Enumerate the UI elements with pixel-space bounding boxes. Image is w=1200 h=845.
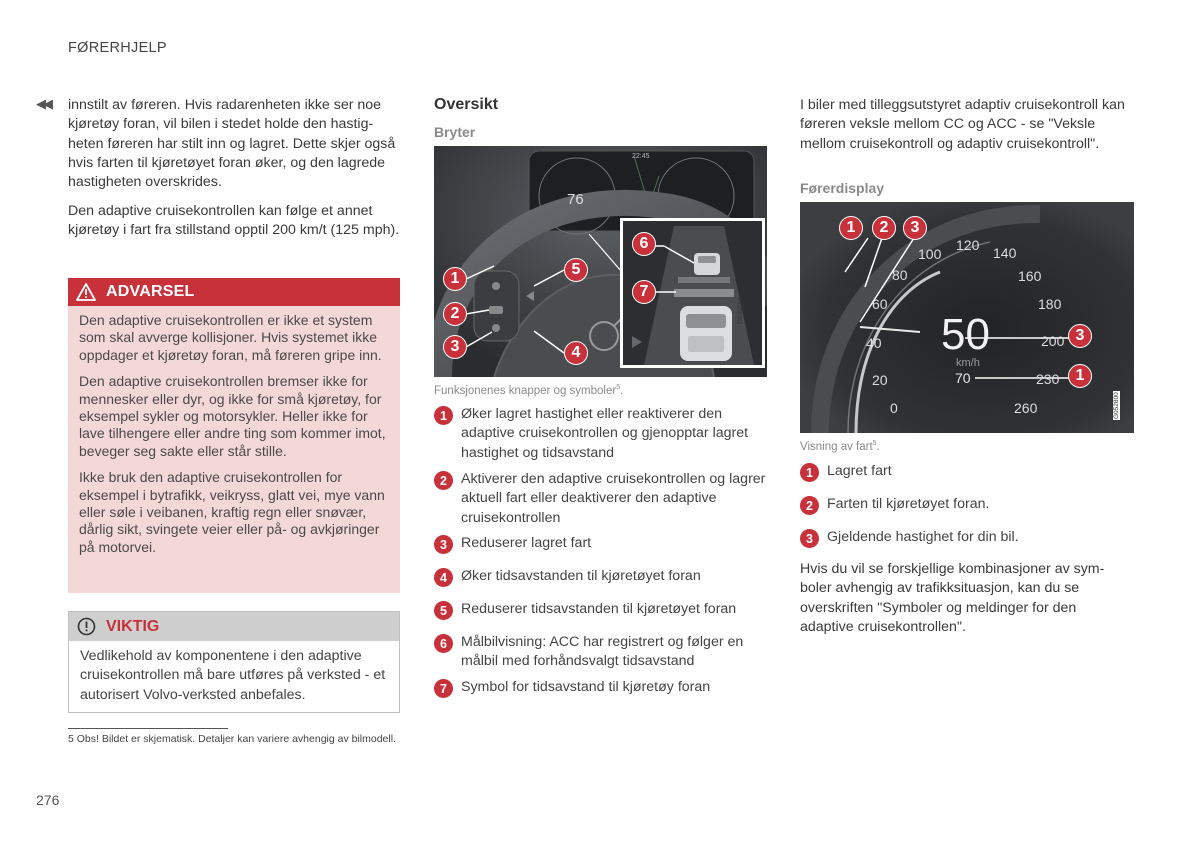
callout-1: 1 xyxy=(443,267,467,291)
footnote: 5 Obs! Bildet er skjematisk. Detaljer kan variere avhengig av bilmodell. xyxy=(68,733,396,745)
warning-paragraph-3: Ikke bruk den adaptive cruisekontrollen for eksempel i bytrafikk, veikryss, glatt vei, mye vann eller søle i veibanen, kraftig regn eller snøvær, dårlig sikt, svingete veier eller på- og avkjøringer på motorvei. xyxy=(79,469,385,555)
display-legend-item xyxy=(800,528,1130,548)
display-legend-number-badge: 3 xyxy=(800,529,819,548)
function-list-item xyxy=(434,633,766,672)
warning-paragraph-1: Den adaptive cruisekontrollen er ikke et system som skal avverge kollisjoner. Hvis systemet ikke oppdager et kjøretøy foran, må føreren gripe inn. xyxy=(79,312,382,363)
cluster-clock: 22:45 xyxy=(632,153,650,160)
figure-caption-1: Funksjonenes knapper og symboler$^5$. xyxy=(434,384,624,397)
callout-6: 6 xyxy=(632,232,656,256)
function-list-text: Aktiverer den adaptive cruisekontrollen og lagrer aktuell fart eller deaktiverer den adaptive cruisekontrollen xyxy=(461,471,766,526)
figure-caption-2: Visning av fart$^5$. xyxy=(800,440,880,453)
important-label: VIKTIG xyxy=(106,617,160,635)
steering-wheel-figure xyxy=(434,146,767,377)
cc-acc-paragraph: I biler med tilleggsutstyret adaptiv cruisekontroll kan føreren veksle mellom CC og ACC - se "Veksle mellom cruisekontroll og adaptiv cruisekontroll". xyxy=(800,97,1125,152)
page-number: 276 xyxy=(36,792,60,808)
warning-triangle-icon xyxy=(76,283,96,301)
tick-60: 60 xyxy=(872,296,888,312)
tick-20: 20 xyxy=(872,372,888,388)
function-list-item xyxy=(434,678,766,698)
body-paragraph-1: innstilt av føreren. Hvis radarenheten ikke ser noe kjøretøy foran, vil bilen i stedet holde den hastigheten føreren har stilt inn og lagret. Dette skjer også hvis farten til kjøretøyet foran øker, og den lagrede hastigheten overskrides. xyxy=(68,97,396,191)
subheading-forerdisplay: Førerdisplay xyxy=(800,180,885,196)
speed-unit: km/h xyxy=(956,357,980,369)
body-paragraph-2: Den adaptive cruisekontrollen kan følge et annet kjøretøy i fart fra stillstand opptil 200 km/t (125 mph). xyxy=(68,203,400,239)
function-list-number-badge: 7 xyxy=(434,679,453,698)
speedo-callout-2: 2 xyxy=(872,216,896,240)
display-legend-text: Lagret fart xyxy=(827,463,892,479)
warning-paragraph-2: Den adaptive cruisekontrollen bremser ikke for mennesker eller dyr, og ikke for små kjøretøy, for eksempel sykler og motorsykler. Heller ikke for lave tilhengere eller andre ting som kommer imot, beveger seg sakte eller står stille. xyxy=(79,373,386,459)
speedometer-figure xyxy=(800,202,1134,433)
function-list-number-badge: 5 xyxy=(434,601,453,620)
important-box xyxy=(68,611,400,713)
function-list-text: Reduserer lagret fart xyxy=(461,535,592,551)
set-speed: 70 xyxy=(955,370,971,386)
display-legend-text: Farten til kjøretøyet foran. xyxy=(827,496,990,512)
exclamation-icon xyxy=(77,617,96,636)
important-header xyxy=(69,612,399,641)
page-header: FØRERHJELP xyxy=(68,40,167,56)
speedo-callout-3b: 3 xyxy=(1068,324,1092,348)
callout-4: 4 xyxy=(564,341,588,365)
warning-label: ADVARSEL xyxy=(106,283,195,300)
callout-7: 7 xyxy=(632,280,656,304)
callout-5: 5 xyxy=(564,258,588,282)
important-paragraph: Vedlikehold av komponentene i den adaptive cruisekontrollen må bare utføres på verksted - et autorisert Volvo-verksted anbefales. xyxy=(80,648,386,703)
function-list-text: Målbilvisning: ACC har registrert og følger en målbil med forhåndsvalgt tidsavstand xyxy=(461,634,744,670)
function-list-text: Symbol for tidsavstand til kjøretøy foran xyxy=(461,679,711,695)
caption-text-2: Visning av fart xyxy=(800,440,873,453)
speedo-callout-1: 1 xyxy=(839,216,863,240)
tick-180: 180 xyxy=(1038,296,1062,312)
tick-260: 260 xyxy=(1014,400,1038,416)
speedo-callout-1b: 1 xyxy=(1068,364,1092,388)
subheading-bryter: Bryter xyxy=(434,124,476,140)
display-legend-number-badge: 1 xyxy=(800,463,819,482)
symbols-paragraph: Hvis du vil se forskjellige kombinasjoner av symboler avhengig av trafikksituasjon, kan du se overskriften "Symboler og meldinger for den adaptive cruisekontrollen". xyxy=(800,561,1105,635)
tick-200: 200 xyxy=(1041,333,1065,349)
function-list-number-badge: 3 xyxy=(434,535,453,554)
steering-wheel-illustration xyxy=(434,146,767,377)
function-list-item xyxy=(434,567,766,587)
cluster-speed: 76 xyxy=(567,191,584,208)
caption-footnote-ref-2: 5 xyxy=(872,440,877,447)
display-legend-item xyxy=(800,462,1130,482)
callout-3: 3 xyxy=(443,335,467,359)
caption-footnote-ref: 5 xyxy=(616,384,621,391)
warning-header xyxy=(68,278,400,306)
figure-code: G000594 xyxy=(737,297,744,324)
speedo-callout-3a: 3 xyxy=(903,216,927,240)
warning-box xyxy=(68,278,400,593)
tick-160: 160 xyxy=(1018,268,1042,284)
tick-100: 100 xyxy=(918,246,942,262)
function-list-text: Øker tidsavstanden til kjøretøyet foran xyxy=(461,568,701,584)
tick-80: 80 xyxy=(892,267,908,283)
figure-code-2: G052800 xyxy=(1113,392,1120,419)
function-list-item xyxy=(434,470,766,528)
footnote-rule xyxy=(68,728,228,729)
function-list-number-badge: 2 xyxy=(434,471,453,490)
function-list-item xyxy=(434,405,766,463)
display-legend-number-badge: 2 xyxy=(800,496,819,515)
display-legend-text: Gjeldende hastighet for din bil. xyxy=(827,529,1019,545)
continued-icon: ◀◀ xyxy=(36,96,50,111)
function-list-number-badge: 4 xyxy=(434,568,453,587)
tick-120: 120 xyxy=(956,237,980,253)
current-speed: 50 xyxy=(941,310,990,359)
function-list-number-badge: 1 xyxy=(434,406,453,425)
function-list-number-badge: 6 xyxy=(434,634,453,653)
caption-text: Funksjonenes knapper og symboler xyxy=(434,384,617,397)
tick-40: 40 xyxy=(866,335,882,351)
section-heading: Oversikt xyxy=(434,96,499,113)
function-list-text: Øker lagret hastighet eller reaktiverer den adaptive cruisekontrollen og gjenopptar lagret hastighet og tidsavstand xyxy=(461,406,749,461)
function-list-text: Reduserer tidsavstanden til kjøretøyet foran xyxy=(461,601,737,617)
tick-0: 0 xyxy=(890,400,898,416)
tick-140: 140 xyxy=(993,245,1017,261)
callout-2: 2 xyxy=(443,302,467,326)
function-list-item xyxy=(434,600,766,620)
display-legend-item xyxy=(800,495,1130,515)
tick-230: 230 xyxy=(1036,371,1060,387)
function-list-item xyxy=(434,534,766,554)
